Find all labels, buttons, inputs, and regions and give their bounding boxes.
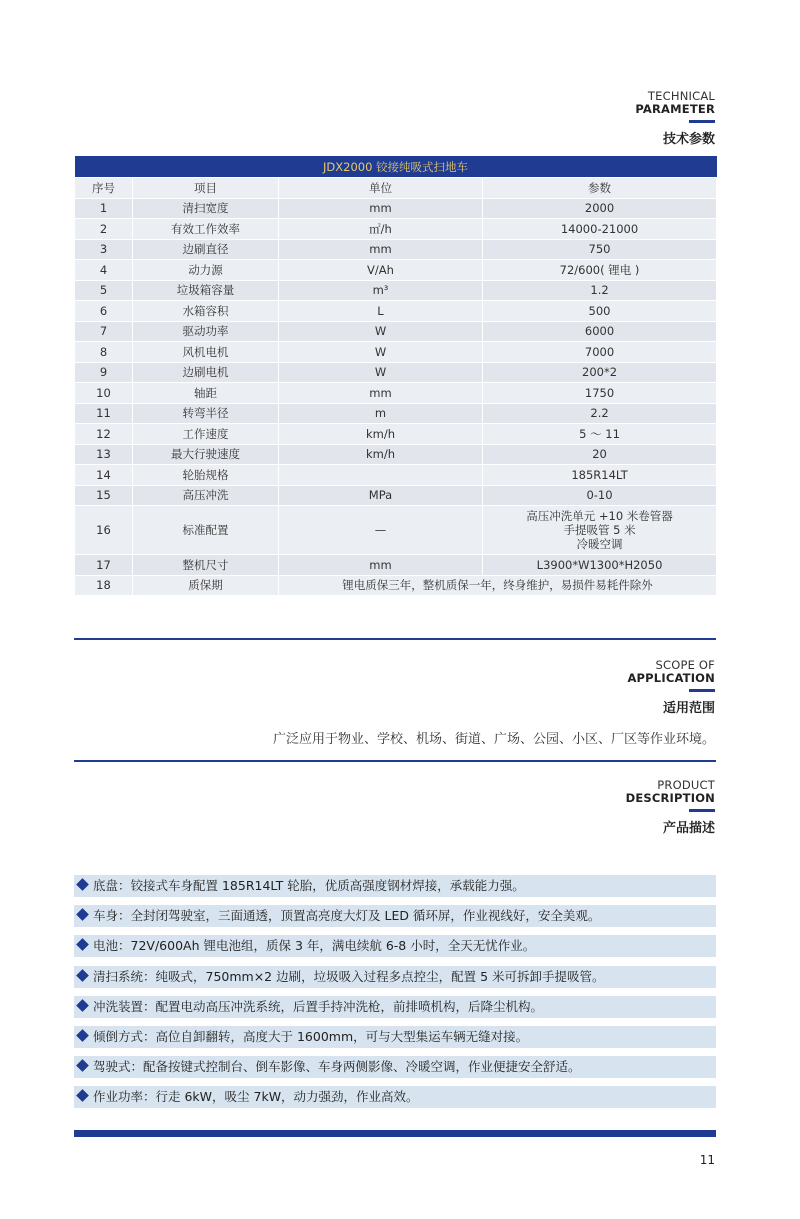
table-cell: 最大行驶速度 (133, 444, 279, 465)
description-item (74, 905, 716, 927)
table-cell: 高压冲洗 (133, 485, 279, 506)
table-row (75, 362, 717, 383)
table-cell: 0-10 (483, 485, 717, 506)
table-cell: L3900*W1300*H2050 (483, 555, 717, 576)
table-title: JDX2000 铰接纯吸式扫地车 (75, 156, 717, 178)
table-row (75, 280, 717, 301)
diamond-bullet-icon (76, 908, 89, 921)
table-cell: 750 (483, 239, 717, 260)
diamond-bullet-icon (76, 878, 89, 891)
table-cell: 整机尺寸 (133, 555, 279, 576)
table-cell: 转弯半径 (133, 403, 279, 424)
table-row (75, 485, 717, 506)
table-cell: km/h (279, 424, 483, 445)
table-cell: 边刷电机 (133, 362, 279, 383)
description-text: 车身：全封闭驾驶室，三面通透，顶置高亮度大灯及 LED 循环屏，作业视线好，安全美观。 (93, 908, 601, 924)
application-text: 广泛应用于物业、学校、机场、街道、广场、公园、小区、厂区等作业环境。 (272, 732, 715, 747)
description-item (74, 966, 716, 988)
table-cell: 16 (75, 506, 133, 555)
table-row (75, 321, 717, 342)
heading-cn: 产品描述 (662, 821, 715, 836)
table-cell: 1.2 (483, 280, 717, 301)
table-cell: 风机电机 (133, 342, 279, 363)
heading-en-line2: PARAMETER (635, 102, 715, 116)
table-row (75, 301, 717, 322)
table-cell: km/h (279, 444, 483, 465)
table-cell: 12 (75, 424, 133, 445)
table-cell: ㎡/h (279, 219, 483, 240)
header-cell: 项目 (133, 178, 279, 199)
table-cell: 2.2 (483, 403, 717, 424)
table-cell: V/Ah (279, 260, 483, 281)
description-text: 清扫系统：纯吸式，750mm×2 边刷，垃圾吸入过程多点控尘，配置 5 米可拆卸手提吸管。 (93, 968, 605, 984)
table-row (75, 342, 717, 363)
table-row (75, 403, 717, 424)
table-cell: 8 (75, 342, 133, 363)
heading-en-line2: APPLICATION (627, 671, 715, 685)
divider-line (74, 760, 716, 762)
table-cell: m³ (279, 280, 483, 301)
heading-en-line1: SCOPE OF (655, 658, 715, 672)
table-cell: MPa (279, 485, 483, 506)
description-item (74, 1056, 716, 1078)
table-row (75, 219, 717, 240)
table-cell: 2 (75, 219, 133, 240)
description-item (74, 1086, 716, 1108)
table-cell: 17 (75, 555, 133, 576)
description-item (74, 875, 716, 897)
diamond-bullet-icon (76, 1029, 89, 1042)
table-cell: W (279, 362, 483, 383)
diamond-bullet-icon (76, 939, 89, 952)
table-row (75, 424, 717, 445)
product-heading (626, 779, 715, 836)
table-cell: 11 (75, 403, 133, 424)
table-row (75, 555, 717, 576)
table-cell: 动力源 (133, 260, 279, 281)
table-cell: mm (279, 555, 483, 576)
table-header-row (75, 178, 717, 199)
heading-cn: 适用范围 (662, 701, 715, 716)
table-cell (279, 465, 483, 486)
table-row (75, 444, 717, 465)
heading-en-line2: DESCRIPTION (625, 791, 715, 805)
table-cell (483, 506, 717, 555)
heading-accent-bar (689, 809, 715, 812)
description-item (74, 996, 716, 1018)
technical-parameter-heading (635, 90, 715, 147)
table-cell: mm (279, 198, 483, 219)
description-item (74, 1026, 716, 1048)
table-cell: 清扫宽度 (133, 198, 279, 219)
description-text: 倾倒方式：高位自卸翻转，高度大于 1600mm，可与大型集运车辆无缝对接。 (93, 1029, 529, 1044)
table-cell: 6000 (483, 321, 717, 342)
description-text: 驾驶式：配备按键式控制台、倒车影像、车身两侧影像、冷暖空调，作业便捷安全舒适。 (93, 1059, 581, 1075)
table-row (75, 260, 717, 281)
table-cell: 6 (75, 301, 133, 322)
description-item (74, 935, 716, 957)
diamond-bullet-icon (76, 1090, 89, 1103)
table-cell: 7000 (483, 342, 717, 363)
table-row (75, 198, 717, 219)
table-cell: 锂电质保三年，整机质保一年，终身维护，易损件易耗件除外 (279, 575, 717, 596)
table-cell: 185R14LT (483, 465, 717, 486)
table-cell-line: 冷暖空调 (576, 537, 623, 551)
page-number: 11 (699, 1153, 715, 1167)
table-cell: m (279, 403, 483, 424)
header-cell: 序号 (75, 178, 133, 199)
heading-accent-bar (689, 120, 715, 123)
header-cell: 参数 (483, 178, 717, 199)
description-text: 电池：72V/600Ah 锂电池组，质保 3 年，满电续航 6-8 小时，全天无忧作业。 (93, 938, 536, 954)
table-cell: 轮胎规格 (133, 465, 279, 486)
table-cell: 5 ～ 11 (483, 424, 717, 445)
header-cell: 单位 (279, 178, 483, 199)
diamond-bullet-icon (76, 1059, 89, 1072)
spec-table (74, 156, 717, 596)
table-cell: 18 (75, 575, 133, 596)
table-row (75, 506, 717, 555)
table-cell: 垃圾箱容量 (133, 280, 279, 301)
table-cell: 3 (75, 239, 133, 260)
description-text: 底盘：铰接式车身配置 185R14LT 轮胎，优质高强度钢材焊接，承载能力强。 (93, 878, 525, 893)
table-cell-line: 手提吸管 5 米 (563, 523, 636, 537)
table-cell: 2000 (483, 198, 717, 219)
table-cell: 1750 (483, 383, 717, 404)
heading-cn: 技术参数 (662, 132, 715, 147)
diamond-bullet-icon (76, 969, 89, 982)
table-cell: 5 (75, 280, 133, 301)
heading-accent-bar (689, 689, 715, 692)
table-cell: 15 (75, 485, 133, 506)
table-cell: 标准配置 (133, 506, 279, 555)
table-cell: 边刷直径 (133, 239, 279, 260)
table-cell: 工作速度 (133, 424, 279, 445)
table-row (75, 383, 717, 404)
description-text: 冲洗装置：配置电动高压冲洗系统，后置手持冲洗枪，前排喷机构，后降尘机构。 (93, 998, 544, 1014)
table-cell: L (279, 301, 483, 322)
table-cell: 20 (483, 444, 717, 465)
table-cell: 有效工作效率 (133, 219, 279, 240)
scope-heading (627, 659, 715, 716)
table-row (75, 575, 717, 596)
table-row (75, 239, 717, 260)
table-cell: W (279, 321, 483, 342)
table-cell: 轴距 (133, 383, 279, 404)
table-cell: mm (279, 239, 483, 260)
table-cell: 水箱容积 (133, 301, 279, 322)
table-cell: 200*2 (483, 362, 717, 383)
footer-bar (74, 1130, 716, 1137)
heading-en-line1: TECHNICAL (647, 89, 715, 103)
table-row (75, 465, 717, 486)
table-cell: 1 (75, 198, 133, 219)
table-cell: 500 (483, 301, 717, 322)
table-cell: 7 (75, 321, 133, 342)
divider-line (74, 638, 716, 640)
table-cell: 质保期 (133, 575, 279, 596)
table-cell: 驱动功率 (133, 321, 279, 342)
diamond-bullet-icon (76, 999, 89, 1012)
table-cell: — (279, 506, 483, 555)
table-cell: mm (279, 383, 483, 404)
table-cell: 13 (75, 444, 133, 465)
table-cell-line: 高压冲洗单元 +10 米卷管器 (526, 509, 673, 523)
table-cell: 14 (75, 465, 133, 486)
table-cell: 9 (75, 362, 133, 383)
spec-table-body (75, 178, 717, 596)
table-cell: 10 (75, 383, 133, 404)
table-cell: 4 (75, 260, 133, 281)
description-text: 作业功率：行走 6kW，吸尘 7kW，动力强劲，作业高效。 (93, 1089, 419, 1105)
table-cell: W (279, 342, 483, 363)
table-cell: 14000-21000 (483, 219, 717, 240)
heading-en-line1: PRODUCT (657, 778, 715, 792)
table-cell: 72/600( 锂电 ) (483, 260, 717, 281)
